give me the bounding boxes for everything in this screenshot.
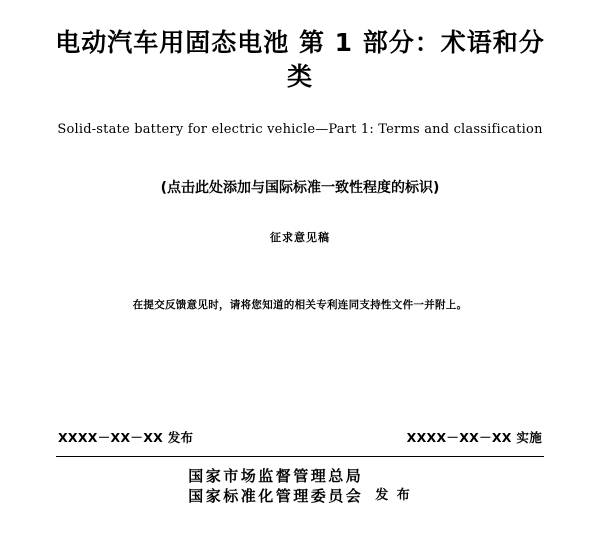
page-title-english: Solid-state battery for electric vehicle—Part 1: Terms and classification: [57, 121, 543, 137]
release-date: XXXX－XX－XX 发布: [58, 430, 194, 445]
page-title-chinese: 电动汽车用固态电池 第 1 部分：术语和分类: [55, 28, 545, 91]
dates-row: [58, 428, 542, 446]
draft-status-label: 征求意见稿: [270, 230, 330, 244]
issuer-names: [188, 466, 363, 507]
issuer-block: [0, 466, 600, 507]
issuer-line-2: 国家标准化管理委员会: [188, 487, 364, 506]
issue-verb-label: 发 布: [375, 487, 412, 503]
implementation-date: XXXX－XX－XX 实施: [406, 430, 542, 445]
patent-disclosure-note: 在提交反馈意见时，请将您知道的相关专利连同支持性文件一并附上。: [132, 298, 468, 311]
issuer-line-1: 国家市场监督管理总局: [188, 467, 364, 485]
international-consistency-placeholder[interactable]: (点击此处添加与国际标准一致性程度的标识): [160, 179, 440, 196]
horizontal-divider: [56, 456, 544, 457]
